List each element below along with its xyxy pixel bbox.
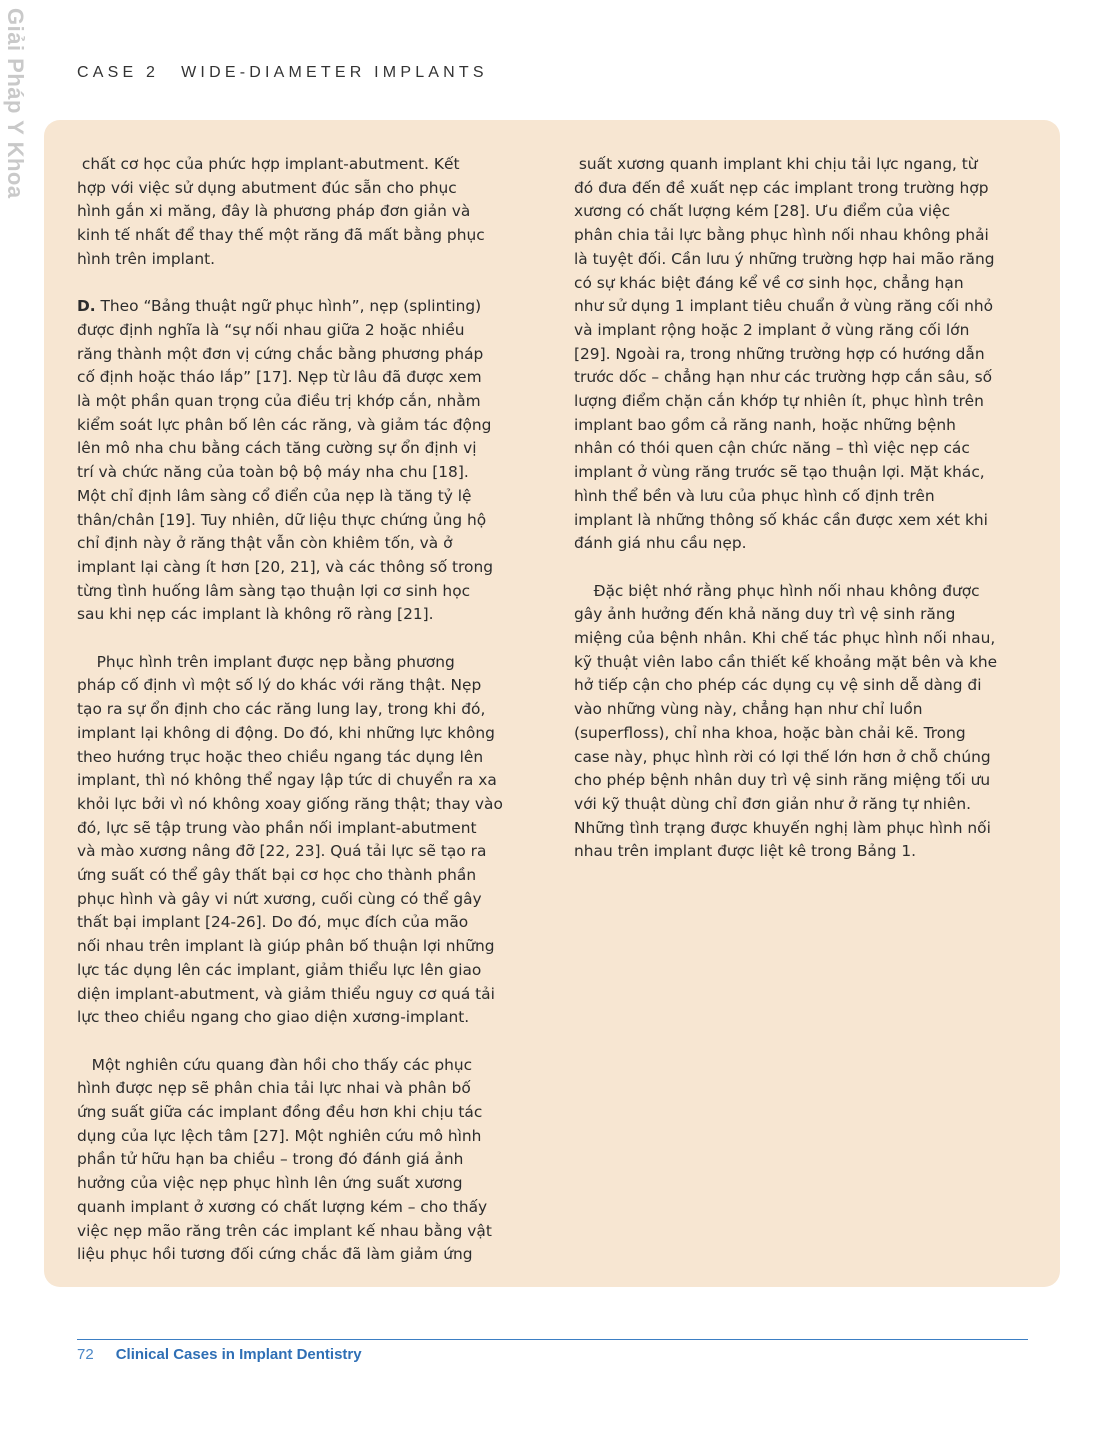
watermark-text: Giải Pháp Y Khoa (3, 8, 28, 199)
paragraph: suất xương quanh implant khi chịu tải lực ngang, từ đó đưa đến đề xuất nẹp các implant trong trường hợp xương có chất lượng kém [28]. Ưu điểm của việc phân chia tải lực bằng phục hình nối nhau không phải là tuyệt đối. Cần lưu ý những trường hợp hai mão răng có sự khác biệt đáng kể về cơ sinh học, chẳng hạn như sử dụng 1 implant tiêu chuẩn ở vùng răng cối nhỏ và implant rộng hoặc 2 implant ở vùng răng cối lớn [29]. Ngoài ra, trong những trường hợp có hướng dẫn trước dốc – chẳng hạn như các trường hợp cắn sâu, số lượng điểm chặn cắn khớp tự nhiên ít, phục hình trên implant bao gồm cả răng nanh, hoặc những bệnh nhân có thói quen cận chức năng – thì việc nẹp các implant ở vùng răng trước sẽ tạo thuận lợi. Mặt khác, hình thể bền và lưu của phục hình cố định trên implant là những thông số khác cần được xem xét khi đánh giá nhu cầu nẹp. (574, 155, 995, 553)
book-title: Clinical Cases in Implant Dentistry (115, 1346, 362, 1363)
paragraph: Một nghiên cứu quang đàn hồi cho thấy các phục hình được nẹp sẽ phân chia tải lực nhai và phân bố ứng suất giữa các implant đồng đều hơn khi chịu tác dụng của lực lệch tâm [27]. Một nghiên cứu mô hình phần tử hữu hạn ba chiều – trong đó đánh giá ảnh hưởng của việc nẹp phục hình lên ứng suất xương quanh implant ở xương có chất lượng kém – cho thấy việc nẹp mão răng trên các implant kế nhau bằng vật liệu phục hồi tương đối cứng chắc đã làm giảm ứng (77, 1055, 492, 1264)
paragraph-d (77, 295, 532, 627)
header-case-label: CASE 2 (77, 64, 160, 81)
paragraph-label: D. (77, 297, 96, 316)
paragraph-text: Theo “Bảng thuật ngữ phục hình”, nẹp (splinting) được định nghĩa là “sự nối nhau giữa 2 hoặc nhiều răng thành một đơn vị cứng chắc bằng phương pháp cố định hoặc tháo lắp” [17]. Nẹp từ lâu đã được xem là một phần quan trọng của điều trị khớp cắn, nhằm kiểm soát lực phân bố lên các răng, và giảm tác động lên mô nha chu bằng cách tăng cường sự ổn định vị trí và chức năng của toàn bộ bộ máy nha chu [18]. Một chỉ định lâm sàng cổ điển của nẹp là tăng tỷ lệ thân/chân [19]. Tuy nhiên, dữ liệu thực chứng ủng hộ chỉ định này ở răng thật vẫn còn khiêm tốn, và ở implant lại càng ít hơn [20, 21], và các thông số trong từng tình huống lâm sàng tạo thuận lợi cơ sinh học sau khi nẹp các implant là không rõ ràng [21]. (77, 297, 493, 624)
running-header (77, 64, 488, 82)
header-chapter-title: WIDE-DIAMETER IMPLANTS (181, 64, 488, 81)
paragraph: Đặc biệt nhớ rằng phục hình nối nhau không được gây ảnh hưởng đến khả năng duy trì vệ sinh răng miệng của bệnh nhân. Khi chế tác phục hình nối nhau, kỹ thuật viên labo cần thiết kế khoảng mặt bên và khe hở tiếp cận cho phép các dụng cụ vệ sinh dễ dàng đi vào những vùng này, chẳng hạn như chỉ luồn (superfloss), chỉ nha khoa, hoặc bàn chải kẽ. Trong case này, phục hình rời có lợi thế lớn hơn ở chỗ chúng cho phép bệnh nhân duy trì vệ sinh răng miệng tối ưu với kỹ thuật dùng chỉ đơn giản như ở răng tự nhiên. Những tình trạng được khuyến nghị làm phục hình nối nhau trên implant được liệt kê trong Bảng 1. (574, 581, 998, 861)
right-column (574, 153, 1029, 864)
left-column (77, 153, 532, 1267)
footer-divider (77, 1339, 1028, 1340)
page-footer (77, 1346, 362, 1363)
page-number: 72 (77, 1346, 94, 1363)
paragraph: chất cơ học của phức hợp implant-abutment. Kết hợp với việc sử dụng abutment đúc sẵn cho phục hình gắn xi măng, đây là phương pháp đơn giản và kinh tế nhất để thay thế một răng đã mất bằng phục hình trên implant. (77, 155, 485, 268)
paragraph: Phục hình trên implant được nẹp bằng phương pháp cố định vì một số lý do khác với răng thật. Nẹp tạo ra sự ổn định cho các răng lung lay, trong khi đó, implant lại không di động. Do đó, khi những lực không theo hướng trục hoặc theo chiều ngang tác dụng lên implant, thì nó không thể ngay lập tức di chuyển ra xa khỏi lực bởi vì nó không xoay giống răng thật; thay vào đó, lực sẽ tập trung vào phần nối implant-abutment và mào xương nâng đỡ [22, 23]. Quá tải lực sẽ tạo ra ứng suất có thể gây thất bại cơ học cho thành phần phục hình và gây vi nứt xương, cuối cùng có thể gây thất bại implant [24-26]. Do đó, mục đích của mão nối nhau trên implant là giúp phân bố thuận lợi những lực tác dụng lên các implant, giảm thiểu lực lên giao diện implant-abutment, và giảm thiểu nguy cơ quá tải lực theo chiều ngang cho giao diện xương-implant. (77, 652, 503, 1027)
